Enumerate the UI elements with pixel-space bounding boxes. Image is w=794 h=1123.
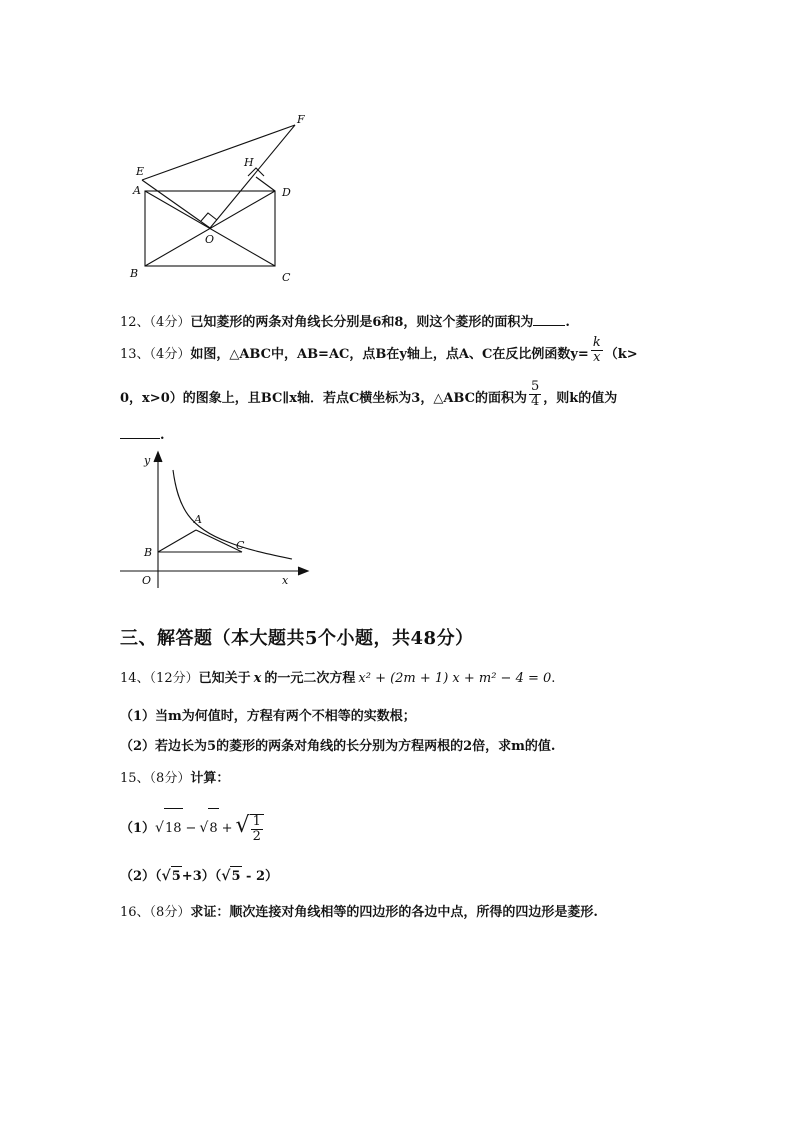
q13-score: （4分） [149,347,191,362]
q13-line1: 如图，△ABC中，AB=AC，点B在y轴上，点A、C在反比例函数y= [190,347,589,362]
q14-number: 14、 [120,671,150,686]
sqrt-icon: √ [199,820,209,836]
q14-text-a: 已知关于 [198,671,251,686]
q14-sub2: （2）若边长为5的菱形的两条对角线的长分别为方程两根的2倍，求m的值. [120,739,556,754]
geometry-figure-rectangle [120,108,340,288]
question-13-line3 [120,424,165,446]
question-12 [120,311,570,333]
fraction-denominator: 4 [531,394,540,409]
q12-answer-blank[interactable] [533,311,565,326]
label-y: y [144,454,151,467]
q15-number: 15、 [120,771,150,786]
segment-eo [142,180,210,228]
sqrt-icon: √ [221,868,231,884]
q15-sub2-label: （2）（ [120,869,162,884]
label-a: A [133,184,141,197]
segment-dh [256,177,275,191]
q13-area-fraction [529,380,541,409]
section-3-title: 三、解答题（本大题共5个小题，共48分） [120,628,474,649]
q12-score: （4分） [149,315,191,330]
q14-end: . [551,671,556,686]
q15-sub2-radicand-b: 5 [230,866,241,887]
label-b: B [144,546,153,559]
fraction-numerator: 5 [531,379,540,394]
right-angle-mark-o [201,213,217,221]
label-a: A [194,513,202,526]
question-15 [120,769,229,789]
hyperbola-curve [173,470,292,559]
label-x: x [282,574,289,587]
q15-sub1-plus: + [221,821,233,836]
q15-sub1 [120,806,266,846]
q13-answer-blank[interactable] [120,424,160,439]
q15-sub2-mid: +3）（ [181,869,222,884]
question-16 [120,903,598,923]
q14-text-b: 的一元二次方程 [264,671,356,686]
y-axis-arrow [154,452,162,462]
q16-text: 求证：顺次连接对角线相等的四边形的各边中点，所得的四边形是菱形. [190,905,598,920]
label-c: C [236,539,245,552]
fraction-denominator: 2 [252,828,261,844]
label-h: H [244,156,254,169]
segment-ba [158,530,196,552]
q15-sub1-label: （1） [120,821,156,836]
sqrt-icon: √ [161,868,171,884]
q14-var-x: x [253,671,262,686]
q13-end: . [160,428,165,443]
q14-sub1: （1）当m为何值时，方程有两个不相等的实数根； [120,709,416,724]
fraction-numerator: k [592,335,601,350]
q12-text: 已知菱形的两条对角线长分别是6和8，则这个菱形的面积为 [190,315,534,330]
question-14 [120,669,555,689]
q16-score: （8分） [149,905,191,920]
q15-sub2 [120,866,278,887]
sqrt-icon: √ [235,813,250,838]
label-f: F [297,113,305,126]
q13-line2: 0，x>0）的图象上，且BC∥x轴．若点C横坐标为3，△ABC的面积为 [120,391,527,406]
q15-text: 计算： [190,771,230,786]
label-o: O [205,233,215,246]
q14-score: （12分） [149,671,199,686]
fraction-numerator: 1 [252,813,261,829]
q12-number: 12、 [120,315,150,330]
x-axis-arrow [298,567,308,575]
q15-sub2-radicand-a: 5 [171,866,182,887]
q13-line2-end: ，则k的值为 [543,391,618,406]
q15-sub1-radicand-a: 18 [164,808,183,849]
label-o: O [142,574,152,587]
question-13-line2 [120,379,618,409]
question-13 [120,335,638,365]
q15-sub1-fraction [250,814,264,844]
q13-line1-end: （k> [604,347,638,362]
sqrt-icon: √ [155,820,164,836]
label-e: E [136,165,145,178]
q15-sub2-end: - 2） [241,869,278,884]
q15-sub1-minus: − [185,821,197,836]
q12-end: . [565,315,570,330]
q15-score: （8分） [149,771,191,786]
q13-function-fraction [591,336,603,365]
fraction-denominator: x [593,350,601,365]
q16-number: 16、 [120,905,150,920]
label-b: B [130,267,139,280]
label-d: D [282,186,291,199]
function-graph-figure [118,448,318,590]
label-c: C [282,271,291,284]
q13-number: 13、 [120,347,150,362]
q15-sub1-radicand-b: 8 [208,808,218,849]
q14-equation: x² + (2m + 1) x + m² − 4 = 0 [358,671,552,686]
